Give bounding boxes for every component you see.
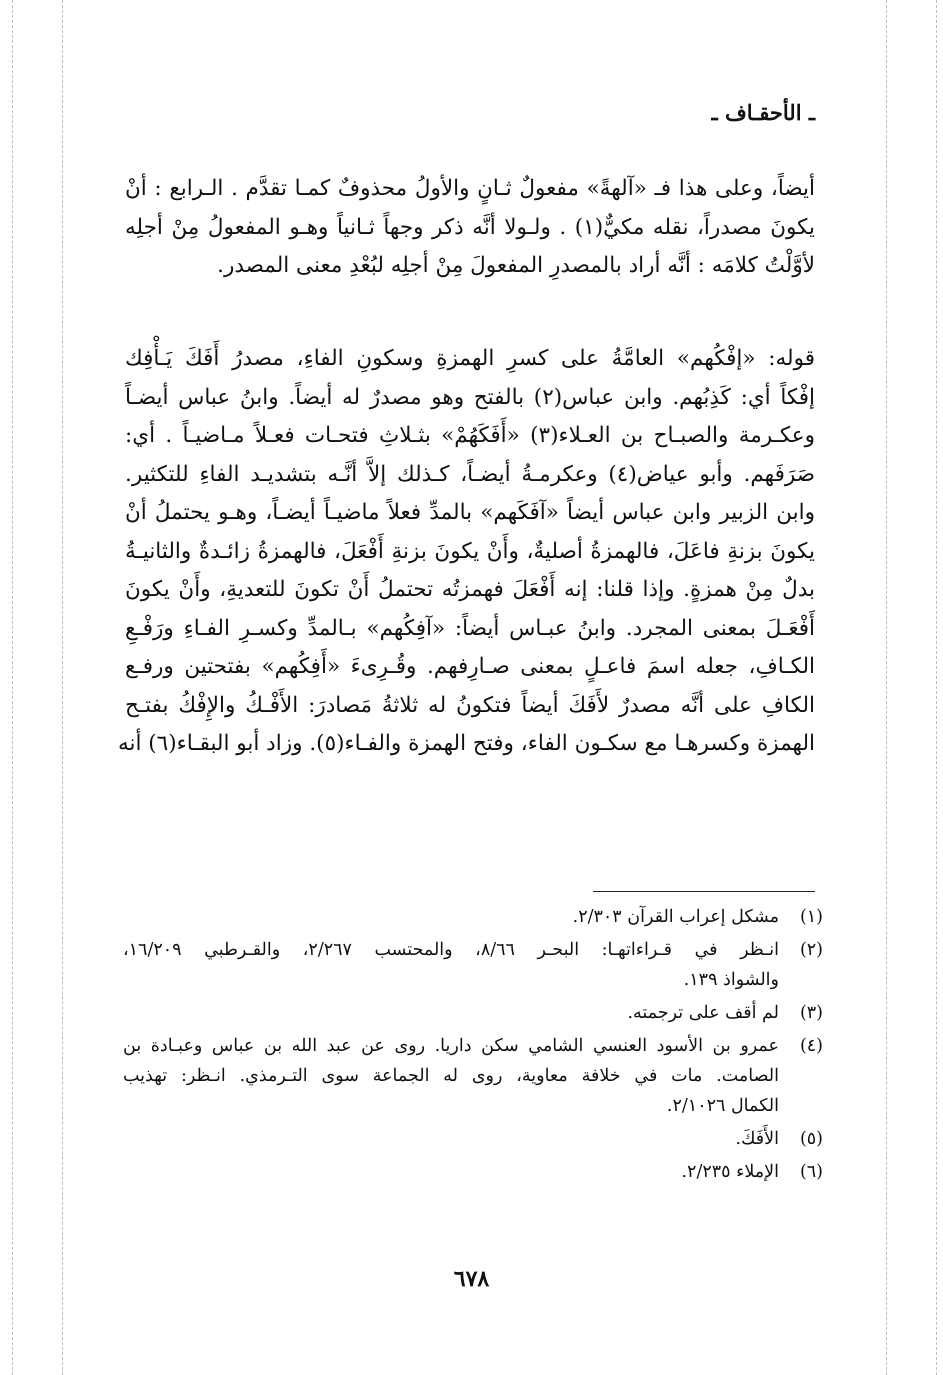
footnote-1 [123, 902, 823, 932]
footnote-text: الكمال ٢/١٠٢٦. [666, 1096, 779, 1116]
text-line: صَرَفَهم. وأبو عياض(٤) وعكرمـةُ أيضـاً، كـذلك إلاَّ أنَّـه بتشديـد الفاءِ للتكثير. [125, 461, 815, 487]
scan-guide-line-inner-left [62, 0, 63, 1375]
footnotes [123, 902, 823, 1190]
text-line: وعكـرمة والصبـاح بن العـلاء(٣) «أَفَكَهُمْ» بثـلاثِ فتحـات فعـلاً مـاضيـاً . أي: [125, 423, 815, 448]
page-number: ٦٧٨ [453, 1266, 490, 1292]
paragraph-1 [125, 170, 815, 286]
text-line: قوله: «إفْكُهم» العامَّةُ على كسرِ الهمزةِ وسكونِ الفاءِ، مصدرُ أَفَكَ يَـأْفِك [125, 346, 815, 371]
scan-guide-line-right [936, 0, 937, 1375]
paragraph-2 [117, 340, 815, 764]
text-line: وابن الزبير وابن عباس أيضاً «آفَكَهم» بالمدِّ فعلاً ماضيـاً أيضـاً، وهـو يحتملُ أنْ [125, 500, 815, 525]
footnote-3 [123, 998, 823, 1028]
footnote-number: (٥) [799, 1129, 823, 1149]
footnote-text: مشكل إعراب القرآن ٢/٣٠٣. [572, 907, 779, 927]
footnote-text: والشواذ ١٣٩. [683, 970, 779, 990]
footnote-number: (٤) [799, 1036, 823, 1056]
text-line: إفْكاً أي: كَذِبُهم. وابن عباس(٢) بالفتح وهو مصدرٌ له أيضاً. وابنُ عباس أيضـاً [125, 384, 815, 410]
footnote-5 [123, 1124, 823, 1154]
text-line: الهمزة وكسرهـا مع سكـون الفاء، وفتح الهمزة والفـاء(٥). وزاد أبو البقـاء(٦) أنه [117, 731, 815, 756]
footnote-separator [593, 891, 815, 892]
footnote-text: الأَفَكَ. [735, 1129, 779, 1149]
footnote-2 [123, 935, 823, 995]
footnote-number: (٢) [799, 940, 823, 960]
text-line: بدلٌ مِنْ همزةٍ. وإذا قلنا: إنه أَفْعَلَ فهمزتُه تحتملُ أَنْ تكونَ للتعديةِ، وأَنْ يكونَ [125, 577, 815, 602]
text-line: الكافِ على أنَّه مصدرٌ لأَفَكَ أيضاً فتكونُ له ثلاثةُ مَصادرَ: الأَفْـكُ والإِفْكُ بفتـح [125, 692, 815, 718]
footnote-text: انـظر في قـراءاتهـا: البحـر ٨/٦٦، والمحتسب ٢/٢٦٧، والقـرطبي ١٦/٢٠٩، [123, 940, 779, 960]
footnote-number: (٣) [799, 1003, 823, 1023]
footnote-text: عمرو بن الأسود العنسي الشامي سكن داريا. روى عن عبد الله بن عباس وعبـادة بن [123, 1036, 779, 1056]
footnote-text: الصامت. مات في خلافة معاوية، روى له الجماعة سوى التـرمذي. انـظر: تهذيب [123, 1066, 779, 1086]
scan-guide-line-inner-right [886, 0, 887, 1375]
text-line: يكونَ مصدراً، نقله مكيٌّ(١) . ولـولا أنَّه ذكر وجهاً ثـانياً وهـو المفعولُ مِنْ أجلِه [125, 214, 815, 240]
footnote-4 [123, 1031, 823, 1121]
text-line: يكونَ بزنةِ فاعَلَ، فالهمزةُ أصليةٌ، وأَنْ يكونَ بزنةِ أَفْعَلَ، فالهمزةُ زائـدةٌ والثانيـةُ [125, 538, 815, 564]
scan-guide-line-left [12, 0, 13, 1375]
text-line: الكـافِ، جعله اسمَ فاعـلٍ بمعنى صـارِفهم. وقُـرِىءَ «أَفِكُهم» بفتحتين ورفـع [125, 654, 815, 679]
footnote-6 [123, 1157, 823, 1187]
footnote-text: لم أقف على ترجمته. [627, 1003, 779, 1023]
footnote-text: الإملاء ٢/٢٣٥. [681, 1162, 779, 1182]
running-header: ـ الأحقـاف ـ [711, 100, 815, 125]
text-line: أَفْعَـلَ بمعنى المجرد. وابنُ عبـاس أيضاً: «آفِكُهم» بـالمدِّ وكسـرِ الفـاءِ ورَفْـعِ [125, 615, 815, 641]
footnote-number: (٦) [799, 1162, 823, 1182]
footnote-number: (١) [799, 907, 823, 927]
text-line: لأوَّلْتُ كلامَه : أنَّه أراد بالمصدرِ المفعولَ مِنْ أجلِه لبُعْدِ معنى المصدر. [217, 253, 815, 278]
text-line: أيضاً، وعلى هذا فـ «آلهةً» مفعولٌ ثـانٍ والأولُ محذوفٌ كمـا تقدَّم . الـرابع : أنْ [125, 176, 815, 201]
